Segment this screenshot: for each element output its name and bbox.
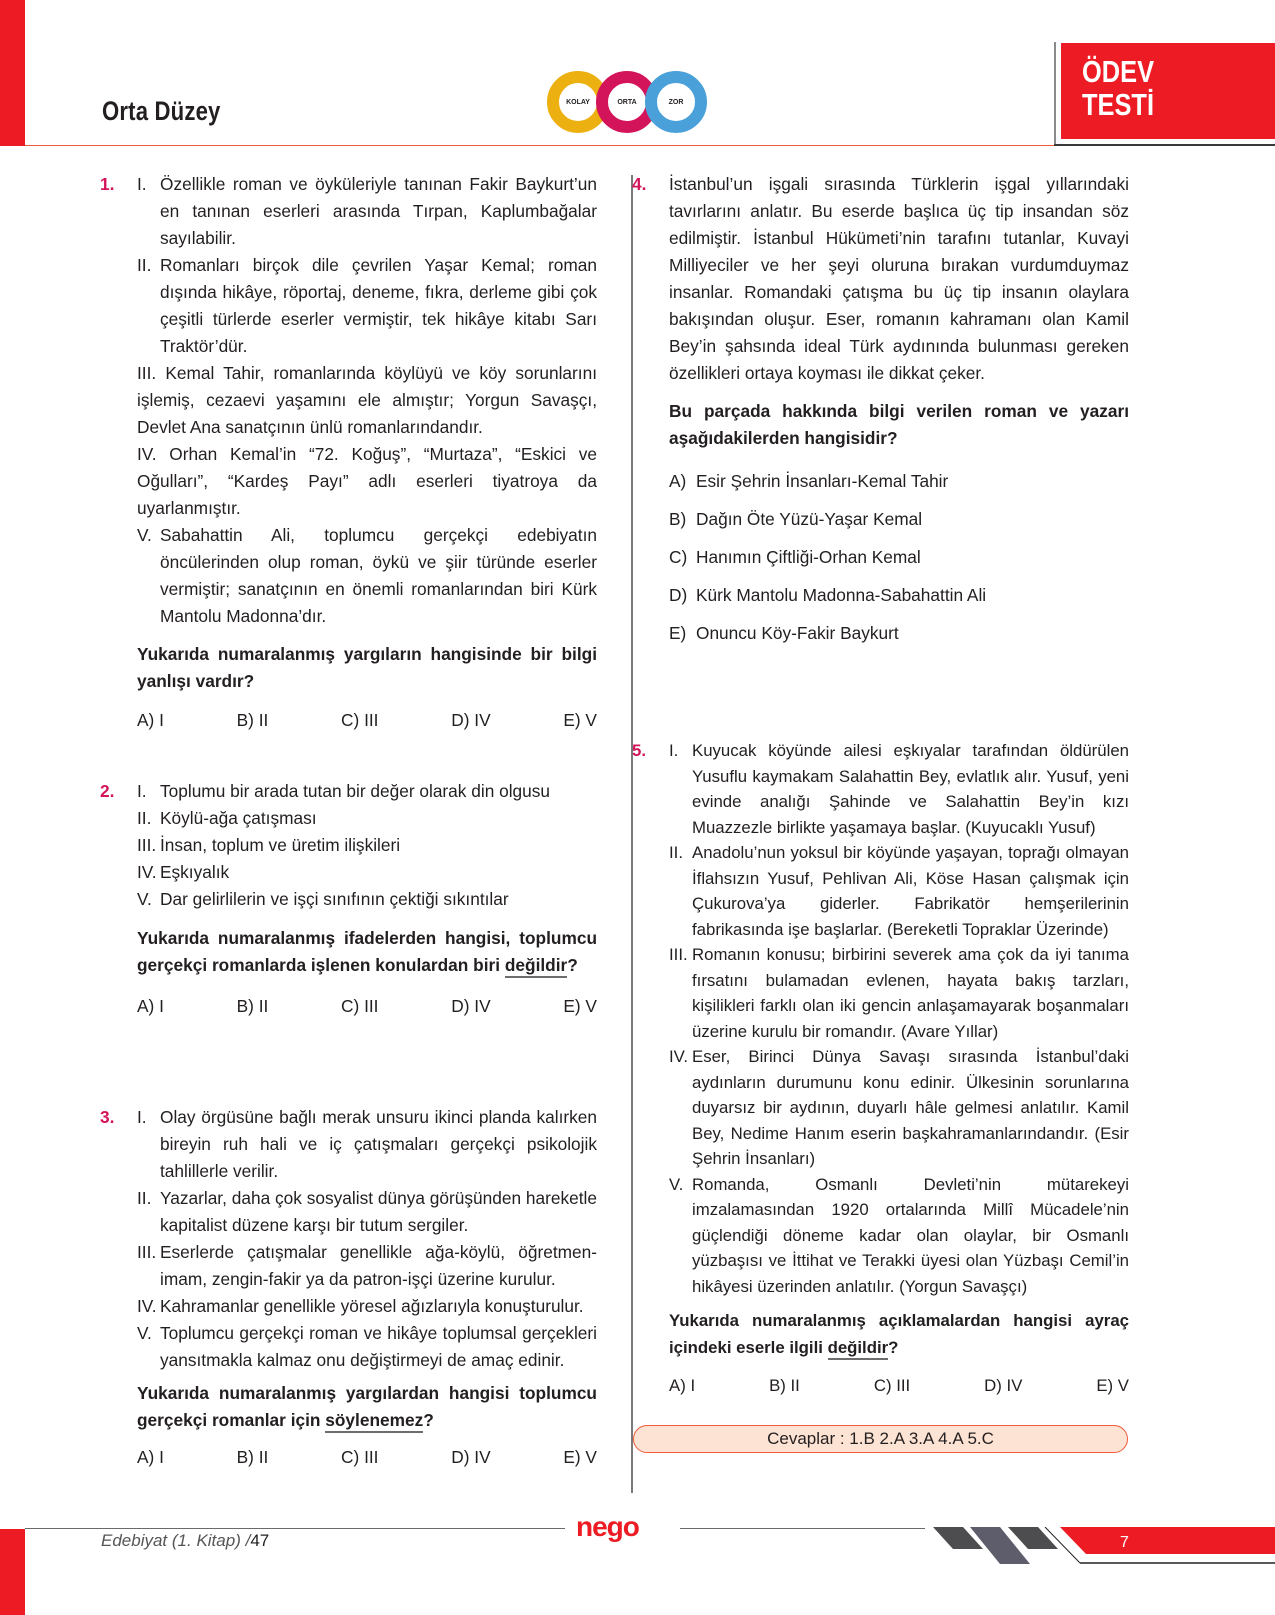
left-accent-bar-bottom (0, 1529, 25, 1615)
option-d[interactable]: D) IV (451, 710, 491, 730)
option-e[interactable]: E) V (563, 710, 597, 730)
roman-numeral: V. (137, 525, 152, 545)
statement-text: Eser, Birinci Dünya Savaşı sırasında İstanbul’daki aydınların durumunu konu edinir. Ülkesinin sorunlarına duyarsız bir aydının, duyarlı hâle gelmesi anlatılır. Kamil Bey, Nedime Hanım eserin başkahramanlarındandır. (Esir Şehrin İnsanları) (692, 1047, 1129, 1168)
prompt-emphasis: değildir (828, 1338, 889, 1360)
statement-item (137, 1104, 597, 1185)
statement-item (137, 1239, 597, 1293)
statement-item (137, 832, 597, 859)
statement-item (669, 840, 1129, 942)
statement-text: Kahramanlar genellikle yöresel ağızlarıyla konuşturulur. (160, 1296, 584, 1316)
roman-numeral: II. (137, 255, 152, 275)
statement-item (669, 1172, 1129, 1300)
statement-item (137, 360, 597, 441)
left-accent-bar (0, 0, 25, 146)
statement-text: Toplumcu gerçekçi roman ve hikâye toplumsal gerçekleri yansıtmakla kalmaz onu değiştirmeyi de amaç edinir. (160, 1323, 597, 1370)
question-number: 3. (100, 1107, 115, 1127)
statement-item (669, 1044, 1129, 1172)
test-label-underline (1054, 144, 1275, 146)
page-number: 7 (1120, 1534, 1129, 1551)
statement-item (137, 886, 597, 913)
statement-text: Romanları birçok dile çevrilen Yaşar Kemal; roman dışında hikâye, röportaj, deneme, fıkra, derleme gibi çok çeşitli türlerde eserler vermiştir, tek hikâye kitabı Sarı Traktör’dür. (160, 255, 597, 356)
option-d[interactable]: D) IV (984, 1376, 1023, 1395)
statement-item (137, 1320, 597, 1374)
statement-text: Yazarlar, daha çok sosyalist dünya görüşünden hareketle kapitalist düzene karşı bir tutum sergiler. (160, 1188, 597, 1235)
question-number: 4. (632, 174, 647, 194)
statement-item (137, 522, 597, 630)
question-prompt (669, 1307, 1129, 1361)
option-e[interactable]: E) V (563, 996, 597, 1016)
option-b[interactable] (669, 506, 1129, 533)
option-text: Esir Şehrin İnsanları-Kemal Tahir (696, 471, 949, 491)
option-b[interactable]: B) II (236, 1447, 269, 1467)
option-c[interactable]: C) III (341, 996, 379, 1016)
roman-numeral: IV. (137, 862, 157, 882)
option-d[interactable]: D) IV (451, 996, 491, 1016)
roman-numeral: IV. (137, 1296, 157, 1316)
footer-stripes-decoration (925, 1527, 1275, 1567)
roman-numeral: V. (669, 1174, 684, 1194)
statement-item (137, 805, 597, 832)
roman-numeral: I. (137, 781, 147, 801)
difficulty-orta-label: ORTA (617, 98, 637, 106)
prompt-emphasis: söylenemez (325, 1410, 423, 1433)
roman-numeral: V. (137, 1323, 152, 1343)
roman-numeral: IV. (137, 444, 157, 464)
roman-numeral: II. (669, 843, 683, 862)
statement-text: Kemal Tahir, romanlarında köylüyü ve köy sorunlarını işlemiş, cezaevi yaşamını ele almıştır; Yorgun Savaşçı, Devlet Ana sanatçının ünlü romanlarındandır. (137, 363, 597, 437)
statement-text: Anadolu’nun yoksul bir köyünde yaşayan, toprağı olmayan İflahsızın Yusuf, Pehlivan Ali, Köse Hasan çalışmak için Çukurova’ya giderler. Fabrikatör hemşerilerinin fabrikasında işe başlarlar. (Bereketli Topraklar Üzerinde) (692, 843, 1129, 939)
test-label-line1: ÖDEV (1082, 54, 1155, 89)
book-reference (101, 1531, 269, 1551)
difficulty-zor-ring (645, 71, 707, 133)
question-prompt (137, 1380, 597, 1434)
statement-item (137, 778, 597, 805)
book-title: Edebiyat (1. Kitap) / (101, 1531, 251, 1550)
footer-divider (25, 1528, 565, 1529)
statement-text: Kuyucak köyünde ailesi eşkıyalar tarafından öldürülen Yusuflu kaymakam Salahattin Bey, evlatlık alır. Yusuf, yeni evinde analığı Şahinde ve Salahattin Bey’in kızı Muazzezle birlikte yaşamaya başlar. (Kuyucaklı Yusuf) (692, 741, 1129, 837)
answer-options (137, 1444, 597, 1471)
question-number: 1. (100, 174, 115, 194)
roman-numeral: II. (137, 808, 152, 828)
option-e[interactable]: E) V (563, 1447, 597, 1467)
statement-text: İnsan, toplum ve üretim ilişkileri (160, 835, 401, 855)
option-letter: B) (669, 509, 687, 529)
page-number-tab (1060, 1527, 1275, 1554)
option-b[interactable]: B) II (769, 1376, 800, 1395)
difficulty-badge (547, 71, 707, 133)
roman-numeral: V. (137, 889, 152, 909)
roman-numeral: I. (137, 174, 147, 194)
option-a[interactable]: A) I (137, 710, 164, 730)
option-c[interactable]: C) III (341, 1447, 379, 1467)
answer-options (669, 468, 1129, 647)
statement-text: Romanda, Osmanlı Devleti’nin mütarekeyi imzalamasından 1920 ortalarında Millî Mücadele’nin güçlendiği döneme kadar olan olaylar, bir Osmanlı yüzbaşısı ve İttihat ve Terakki üyesi olan Yüzbaşı Cemil’in hikâyesi üzerinden anlatılır. (Yorgun Savaşçı) (692, 1174, 1129, 1296)
statement-item (137, 1293, 597, 1320)
test-label (1082, 55, 1154, 121)
question-prompt: Bu parçada hakkında bilgi verilen roman ve yazarı aşağıdakilerden hangisidir? (669, 401, 1129, 448)
option-a[interactable] (669, 468, 1129, 495)
roman-numeral: III. (137, 363, 157, 383)
statement-text: Orhan Kemal’in “72. Koğuş”, “Murtaza”, “Eskici ve Oğulları”, “Kardeş Payı” adlı eserleri tiyatroya da uyarlanmıştır. (137, 444, 597, 518)
roman-numeral: III. (669, 945, 688, 964)
option-a[interactable]: A) I (137, 1447, 164, 1467)
statement-text: Olay örgüsüne bağlı merak unsuru ikinci planda kalırken bireyin ruh hali ve iç çatışmaları gerçekçi psikolojik tahlillerle verilir. (160, 1107, 597, 1181)
stripe (1008, 1527, 1058, 1549)
option-c[interactable]: C) III (341, 710, 379, 730)
option-d[interactable]: D) IV (451, 1447, 491, 1467)
statement-item (137, 441, 597, 522)
statement-text: Dar gelirlilerin ve işçi sınıfının çektiği sıkıntılar (160, 889, 509, 909)
option-b[interactable]: B) II (236, 710, 269, 730)
option-letter: D) (669, 585, 688, 605)
publisher-logo: nego (576, 1511, 639, 1542)
statement-text: Köylü-ağa çatışması (160, 808, 317, 828)
question-prompt: Yukarıda numaralanmış yargıların hangisinde bir bilgi yanlışı vardır? (137, 644, 597, 691)
question-number: 5. (632, 741, 646, 760)
option-letter: A) (669, 471, 687, 491)
answer-key: Cevaplar : 1.B 2.A 3.A 4.A 5.C (633, 1425, 1128, 1453)
roman-numeral: III. (137, 835, 157, 855)
prompt-end: ? (423, 1410, 434, 1430)
header-divider (25, 145, 1055, 146)
option-a[interactable]: A) I (669, 1376, 696, 1395)
prompt-emphasis: değildir (505, 955, 567, 978)
option-text: Hanımın Çiftliği-Orhan Kemal (696, 547, 921, 567)
footer-divider (680, 1528, 925, 1529)
roman-numeral: III. (137, 1242, 157, 1262)
statement-item (669, 942, 1129, 1044)
roman-numeral: I. (137, 1107, 147, 1127)
statement-text: Sabahattin Ali, toplumcu gerçekçi edebiyatın öncülerinden olup roman, öykü ve şiir türünde eserler vermiştir; sanatçının en önemli romanlarından biri Kürk Mantolu Madonna’dır. (160, 525, 597, 626)
option-e[interactable]: E) V (1096, 1376, 1129, 1395)
option-e[interactable] (669, 620, 1129, 647)
option-text: Kürk Mantolu Madonna-Sabahattin Ali (696, 585, 987, 605)
option-b[interactable]: B) II (236, 996, 269, 1016)
statement-text: Eşkıyalık (160, 862, 230, 882)
option-a[interactable]: A) I (137, 996, 164, 1016)
question-passage: İstanbul’un işgali sırasında Türklerin işgal yıllarındaki tavırlarını anlatır. Bu eserde başlıca üç tip insandan söz edilmiştir. İstanbul Hükümeti’nin tarafını tutanlar, Kuvayi Milliyeciler ve her şeyi oluruna bırakan vurdumduymaz insanlar. Romandaki çatışma bu üç tip insanın olaylara bakışından oluşur. Eser, romanın kahramanı olan Kamil Bey’in şahsında ideal Türk aydınında bulunması gereken özellikleri ortaya koyması ile dikkat çeker. (669, 174, 1129, 383)
prompt-text: Yukarıda numaralanmış açıklamalardan hangisi ayraç içindeki eserle ilgili (669, 1311, 1129, 1357)
statement-item (137, 859, 597, 886)
option-c[interactable]: C) III (873, 1376, 911, 1395)
difficulty-kolay-label: KOLAY (566, 98, 590, 106)
level-title: Orta Düzey (102, 96, 221, 126)
question-number: 2. (100, 781, 115, 801)
prompt-end: ? (567, 955, 578, 975)
test-label-line2: TESTİ (1082, 87, 1155, 122)
option-letter: E) (669, 623, 687, 643)
roman-numeral: II. (137, 1188, 152, 1208)
answer-options (669, 1373, 1129, 1399)
statement-text: Toplumu bir arada tutan bir değer olarak din olgusu (160, 781, 551, 801)
prompt-text: Yukarıda numaralanmış yargılardan hangisi toplumcu gerçekçi romanlar için (137, 1383, 597, 1430)
column-divider (631, 175, 633, 1493)
statement-text: Romanın konusu; birbirini severek ama çok da iyi tanıma fırsatını bulamadan evlenen, hayata bakış tarzları, kişilikleri farklı olan iki gencin anlaşamayarak boşanmaları üzerine kurulu bir romandır. (Avare Yıllar) (692, 945, 1129, 1041)
option-d[interactable] (669, 582, 1129, 609)
statement-text: Eserlerde çatışmalar genellikle ağa-köylü, öğretmen-imam, zengin-fakir ya da patron-işçi üzerine kurulur. (160, 1242, 597, 1289)
option-letter: C) (669, 547, 688, 567)
roman-numeral: IV. (669, 1047, 688, 1066)
question-prompt (137, 925, 597, 979)
roman-numeral: I. (669, 741, 679, 760)
prompt-text: Yukarıda numaralanmış ifadelerden hangisi, toplumcu gerçekçi romanlarda işlenen konulardan biri (137, 928, 597, 975)
statement-item (137, 252, 597, 360)
option-c[interactable] (669, 544, 1129, 571)
statement-item (137, 171, 597, 252)
statement-item (137, 1185, 597, 1239)
option-text: Onuncu Köy-Fakir Baykurt (696, 623, 899, 643)
statement-item (669, 738, 1129, 840)
answer-options (137, 707, 597, 734)
answer-options (137, 993, 597, 1020)
difficulty-zor-label: ZOR (668, 98, 684, 106)
book-page: 47 (250, 1531, 270, 1550)
statement-text: Özellikle roman ve öyküleriyle tanınan Fakir Baykurt’un en tanınan eserleri arasında Tırpan, Kaplumbağalar sayılabilir. (160, 174, 597, 248)
test-label-frame (1054, 42, 1056, 146)
prompt-end: ? (888, 1338, 899, 1357)
option-text: Dağın Öte Yüzü-Yaşar Kemal (696, 509, 923, 529)
